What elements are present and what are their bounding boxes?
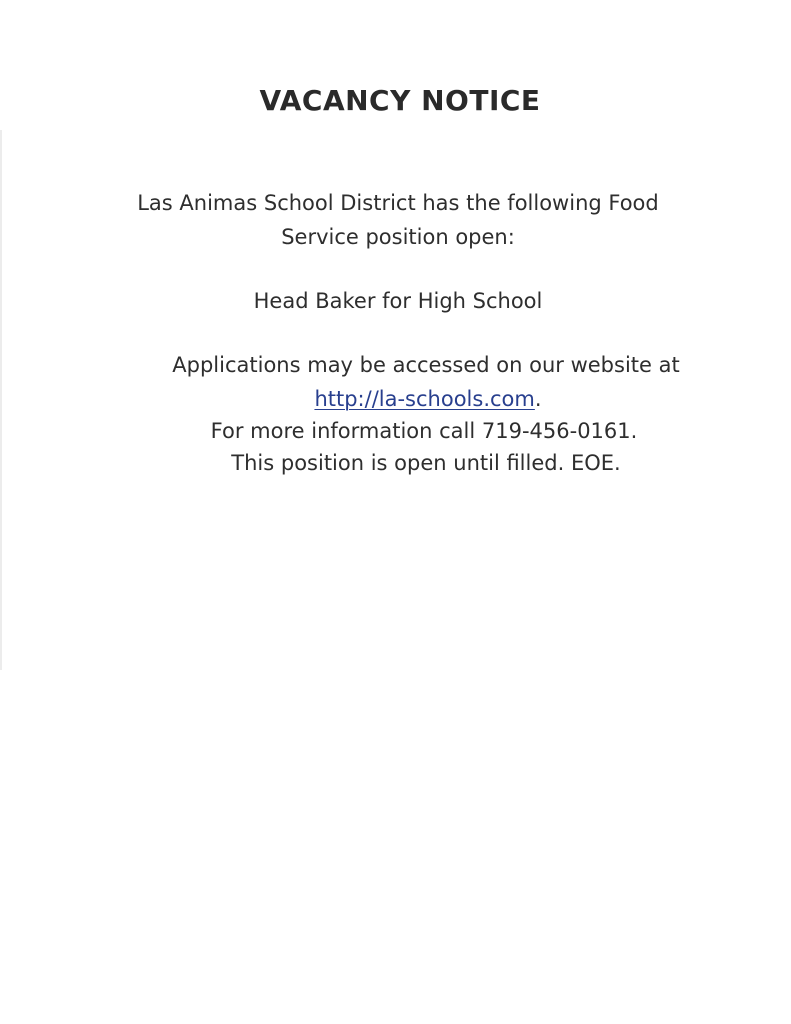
intro-line-1: Las Animas School District has the following Food [137, 191, 659, 215]
contact-info-line: For more information call 719-456-0161. [210, 419, 638, 443]
intro-line-2: Service position open: [281, 225, 515, 249]
closing-line: This position is open until filled. EOE. [231, 451, 621, 475]
page-title: VACANCY NOTICE [259, 84, 541, 117]
position-title: Head Baker for High School [253, 289, 543, 313]
website-link[interactable]: http://la-schools.com [314, 387, 535, 411]
applications-line: Applications may be accessed on our website at [172, 353, 680, 377]
website-suffix: . [534, 387, 542, 411]
website-line [0, 389, 791, 410]
